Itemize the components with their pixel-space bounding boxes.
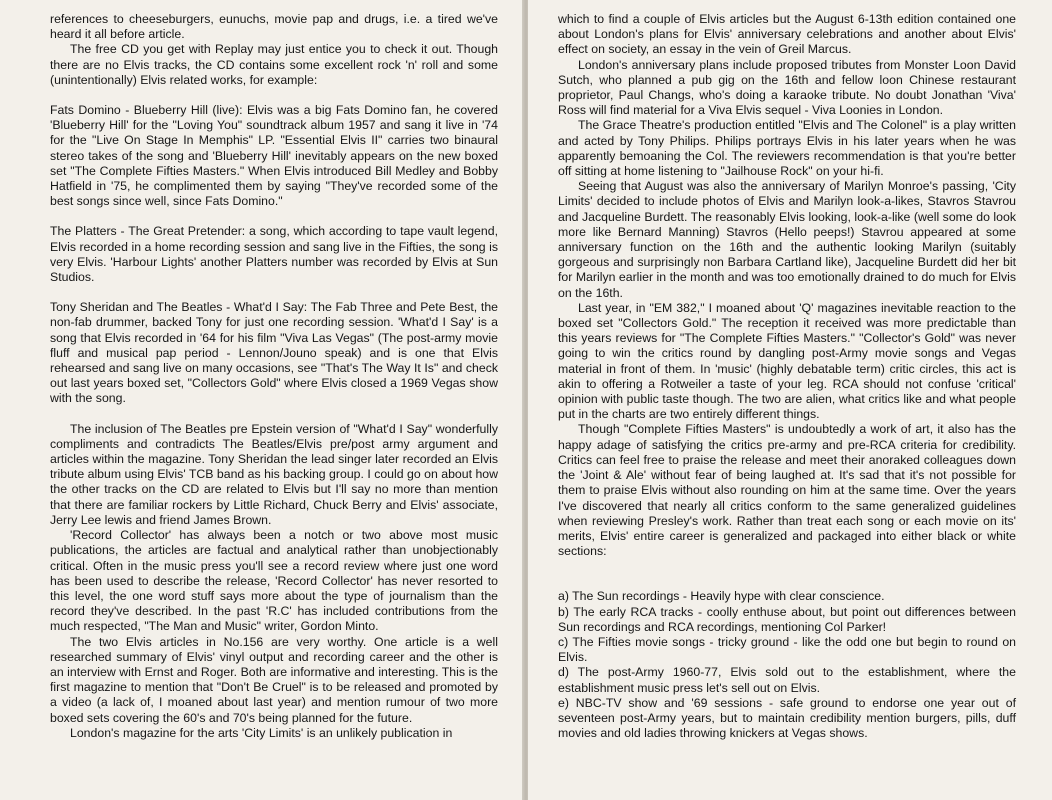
paragraph: The two Elvis articles in No.156 are very worthy. One article is a well researched summary of Elvis' vinyl output and recording career and the other is an interview with Ernst and Roger. Both are informative and interesting. This is the first magazine to mention that "Don't Be Cruel" is to be released and promoted by a video (a lack of, I moaned about last year) and mention rumour of two more boxed sets covering the 60's and 70's being planned for the future.	[50, 634, 498, 725]
left-column	[50, 12, 498, 741]
paragraph: references to cheeseburgers, eunuchs, movie pap and drugs, i.e. a tired we've heard it all before article.	[50, 12, 498, 42]
paragraph: London's magazine for the arts 'City Limits' is an unlikely publication in	[70, 725, 453, 740]
paragraph: Fats Domino - Blueberry Hill (live): Elvis was a big Fats Domino fan, he covered 'Blueberry Hill' for the "Loving You" soundtrack album 1957 and sang it live in '74 for the "Live On Stage In Memphis" LP. "Essential Elvis II" carries two binaural stereo takes of the song and 'Blueberry Hill' inevitably appears on the new boxed set "The Complete Fifties Masters." When Elvis introduced Bill Medley and Bobby Hatfield in '75, he complimented them by saying "They've recorded some of the best songs since well, since Fats Domino."	[50, 103, 498, 209]
left-page	[0, 0, 524, 800]
paragraph: The Grace Theatre's production entitled "Elvis and The Colonel" is a play written and acted by Tony Philips. Philips portrays Elvis in his later years when he was apparently bemoaning the Col. The reviewers recommendation is that you're better off sitting at home listening to "Jailhouse Rock" on your hi-fi.	[558, 118, 1016, 179]
paragraph: Seeing that August was also the anniversary of Marilyn Monroe's passing, 'City Limits' decided to include photos of Elvis and Marilyn look-a-likes, Stavros Stavrou and Jacqueline Burdett. The reasonably Elvis looking, look-a-like (well some do look more like Bernard Manning) Stavros (Hello peeps!) Stavrou appeared at some anniversary function on the 16th and the authentic looking Marilyn (suitably gorgeous and surprisingly non Barbara Cartland like), Jacqueline Burdett did her bit for Marilyn earlier in the month and was too emotionally drained to do much for Elvis on the 16th.	[558, 179, 1016, 300]
right-page	[528, 0, 1052, 800]
paragraph: Tony Sheridan and The Beatles - What'd I Say: The Fab Three and Pete Best, the non-fab drummer, backed Tony for just one recording session. 'What'd I Say' is a song that Elvis recorded in '64 for his film "Viva Las Vegas" (The post-army movie fluff and musical pap period - Lennon/Jouno speak) and is one that Elvis rehearsed and sang live on many occasions, see "That's The Way It Is" and check out last years boxed set, "Collectors Gold" where Elvis closed a 1969 Vegas show with the song.	[50, 300, 498, 406]
paragraph: which to find a couple of Elvis articles but the August 6-13th edition contained one about London's plans for Elvis' anniversary celebrations and another about Elvis' effect on society, an essay in the vein of Greil Marcus.	[558, 12, 1016, 57]
right-column	[558, 12, 1016, 741]
paragraph: The free CD you get with Replay may just entice you to check it out. Though there are no Elvis tracks, the CD contains some excellent rock 'n' roll and some (unintentionally) Elvis related works, for example:	[50, 42, 498, 87]
paragraph: London's anniversary plans include proposed tributes from Monster Loon David Sutch, who planned a pub gig on the 16th and fellow loon Chinese restaurant proprietor, Paul Changs, who's doing a karaoke tribute. No doubt Jonathan 'Viva' Ross will find material for a Viva Elvis sequel - Viva Loonies in London.	[558, 57, 1016, 118]
paragraph: The Platters - The Great Pretender: a song, which according to tape vault legend, Elvis recorded in a home recording session and sang live in the Fifties, the song is very Elvis. 'Harbour Lights' another Platters number was recorded by Elvis at Sun Studios.	[50, 224, 498, 285]
paragraph: Though "Complete Fifties Masters" is undoubtedly a work of art, it also has the happy adage of satisfying the critics pre-army and pre-RCA criteria for credibility. Critics can feel free to praise the release and meet their anoraked colleagues down the 'Joint & Ale' without fear of being laughed at. It's sad that it's not possible for them to praise Elvis without also rounding on him at the same time. Over the years I've discovered that nearly all critics conform to the same generalized guidelines when reviewing Presley's work. Rather than treat each song or each movie on its' merits, Elvis' entire career is generalized and packaged into either black or white sections:	[558, 422, 1016, 559]
paragraph: 'Record Collector' has always been a notch or two above most music publications, the articles are factual and analytical rather than unobjectionably critical. Often in the music press you'll see a record review where just one word has been used to describe the release, 'Record Collector' has never resorted to this level, the one word stuff says more about the type of journalism than the record they've described. In the past 'R.C' has included contributions from the much respected, "The Man and Music" writer, Gordon Minto.	[50, 528, 498, 634]
list-item: b) The early RCA tracks - coolly enthuse about, but point out differences between Sun recordings and RCA recordings, mentioning Col Parker!	[558, 604, 1016, 634]
list-item: d) The post-Army 1960-77, Elvis sold out to the establishment, where the establishment music press let's sell out on Elvis.	[558, 665, 1016, 695]
list-item: a) The Sun recordings - Heavily hype with clear conscience.	[558, 589, 885, 604]
paragraph: Last year, in "EM 382," I moaned about 'Q' magazines inevitable reaction to the boxed set "Collectors Gold." The reception it received was more predictable than this years reviews for "The Complete Fifties Masters." "Collector's Gold" was never going to win the critics round by dangling post-Army movie songs and Vegas material in front of them. In 'music' (highly debatable term) critic circles, this act is akin to offering a Rotweiler a taste of your leg. RCA should not confuse 'critical' opinion with public taste though. The two are alien, what critics like and what people put in the charts are two entirely different things.	[558, 300, 1016, 422]
list-item: e) NBC-TV show and '69 sessions - safe ground to endorse one year out of seventeen post-Army years, but to maintain credibility mention burgers, pills, duff movies and old ladies throwing knickers at Vegas shows.	[558, 695, 1016, 741]
paragraph: The inclusion of The Beatles pre Epstein version of "What'd I Say" wonderfully compliments and contradicts The Beatles/Elvis pre/post army argument and articles within the magazine. Tony Sheridan the lead singer later recorded an Elvis tribute album using Elvis' TCB band as his backing group. I could go on about how the other tracks on the CD are related to Elvis but I'll say no more than mention that there are familiar rockers by Little Richard, Chuck Berry and Elvis' associate, Jerry Lee lewis and friend James Brown.	[50, 421, 498, 527]
list-item: c) The Fifties movie songs - tricky ground - like the odd one but begin to round on Elvis.	[558, 634, 1016, 665]
